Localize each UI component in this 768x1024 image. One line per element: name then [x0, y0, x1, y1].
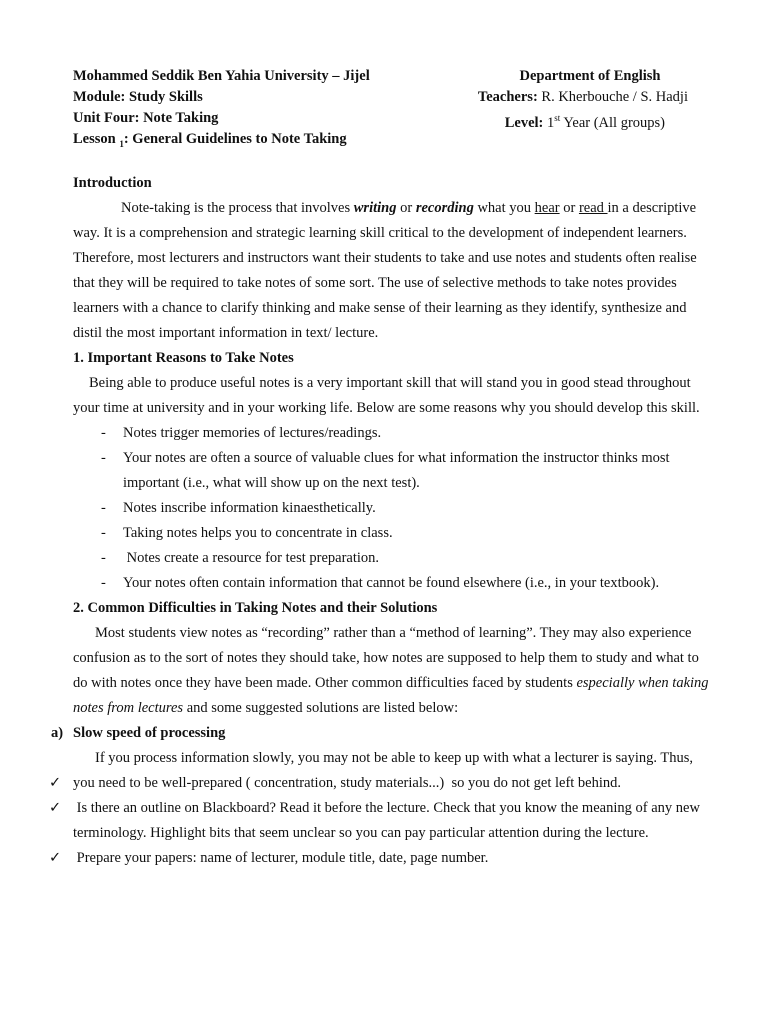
reasons-list [73, 421, 713, 596]
solution-text: Prepare your papers: name of lecturer, module title, date, page number. [73, 850, 489, 866]
list-item [49, 771, 713, 796]
section2-text-a: Most students view notes as “recording” rather than a “method of learning”. They may also experience confusion as to the sort of notes they should take, how notes are supposed to help them to study and what to do with notes once they have been made. Other common difficulties faced by students [73, 625, 699, 691]
list-item [49, 796, 713, 846]
module-line: Module: Study Skills [73, 89, 203, 105]
section2-italic: especially when taking notes from lectures [73, 675, 709, 716]
header-right [440, 66, 710, 134]
checkmark-icon: ✓ [49, 800, 62, 816]
intro-heading: Introduction [73, 175, 152, 191]
level-line [440, 108, 710, 134]
solution-text: Is there an outline on Blackboard? Read it before the lecture. Check that you know the meaning of any new terminology. Highlight bits that seem unclear so you can pay particular attention during the lecture. [73, 800, 704, 841]
section2-heading: 2. Common Difficulties in Taking Notes and their Solutions [73, 600, 438, 616]
intro-text-d: or [559, 200, 579, 216]
intro-text-b: or [396, 200, 416, 216]
list-item: - Notes inscribe information kinaesthetically. [101, 496, 713, 521]
document-body [49, 171, 713, 871]
section2-paragraph [73, 621, 713, 721]
intro-text-a: Note-taking is the process that involves [121, 200, 354, 216]
subsection-a-paragraph: If you process information slowly, you may not be able to keep up with what a lecturer is saying. Thus, [95, 750, 693, 766]
teachers-value: R. Kherbouche / S. Hadji [537, 89, 688, 105]
section2-text-b: and some suggested solutions are listed below: [183, 700, 459, 716]
level-suffix: st [554, 113, 561, 123]
lesson-number: 1 [119, 138, 124, 149]
subsection-a-title: Slow speed of processing [73, 725, 226, 741]
teachers-line [440, 87, 710, 108]
lesson-prefix: Lesson [73, 131, 120, 147]
list-item: - Your notes often contain information that cannot be found elsewhere (i.e., in your textbook). [101, 571, 713, 596]
subsection-a-label: a) [51, 725, 64, 741]
solutions-list [49, 771, 713, 871]
level-rest: Year (All groups) [560, 114, 665, 131]
section1-paragraph: Being able to produce useful notes is a very important skill that will stand you in good stead throughout your time at university and in your working life. Below are some reasons why you should develop this skill. [73, 375, 700, 416]
intro-paragraph [73, 196, 713, 346]
list-item [49, 846, 713, 871]
teachers-label: Teachers: [477, 89, 538, 105]
unit-line: Unit Four: Note Taking [73, 110, 219, 126]
list-item: - Taking notes helps you to concentrate in class. [101, 521, 713, 546]
list-item: - Your notes are often a source of valuable clues for what information the instructor thinks most important (i.e., what will show up on the next test). [101, 446, 713, 496]
list-item: - Notes create a resource for test preparation. [101, 546, 713, 571]
level-label: Level: [504, 114, 544, 131]
list-item: - Notes trigger memories of lectures/readings. [101, 421, 713, 446]
intro-recording: recording [415, 200, 474, 216]
intro-text-c: what you [473, 200, 535, 216]
subsection-a-heading [51, 721, 713, 746]
checkmark-icon: ✓ [49, 775, 62, 791]
lesson-title: : General Guidelines to Note Taking [123, 131, 347, 147]
solution-text: you need to be well-prepared ( concentration, study materials...) so you do not get left behind. [73, 775, 622, 791]
intro-writing: writing [353, 200, 397, 216]
intro-hear: hear [534, 200, 560, 216]
lesson-line [73, 129, 370, 155]
section1-heading: 1. Important Reasons to Take Notes [73, 350, 294, 366]
intro-text-e: in a descriptive way. It is a comprehension and strategic learning skill critical to the development of independent learners. Therefore, most lecturers and instructors want their students to take and use notes and students often realise that they will be required to take notes of some sort. The use of selective methods to take notes provides learners with a chance to clarify thinking and make sense of their learning as they identify, synthesize and distil the most important information in text/ lecture. [73, 200, 697, 341]
university-name: Mohammed Seddik Ben Yahia University – Jijel [73, 68, 370, 84]
header-left [73, 66, 370, 155]
level-value [543, 115, 665, 131]
level-number: 1 [543, 114, 555, 131]
checkmark-icon: ✓ [49, 850, 62, 866]
intro-read: read [578, 200, 608, 216]
department-name: Department of English [519, 68, 661, 84]
